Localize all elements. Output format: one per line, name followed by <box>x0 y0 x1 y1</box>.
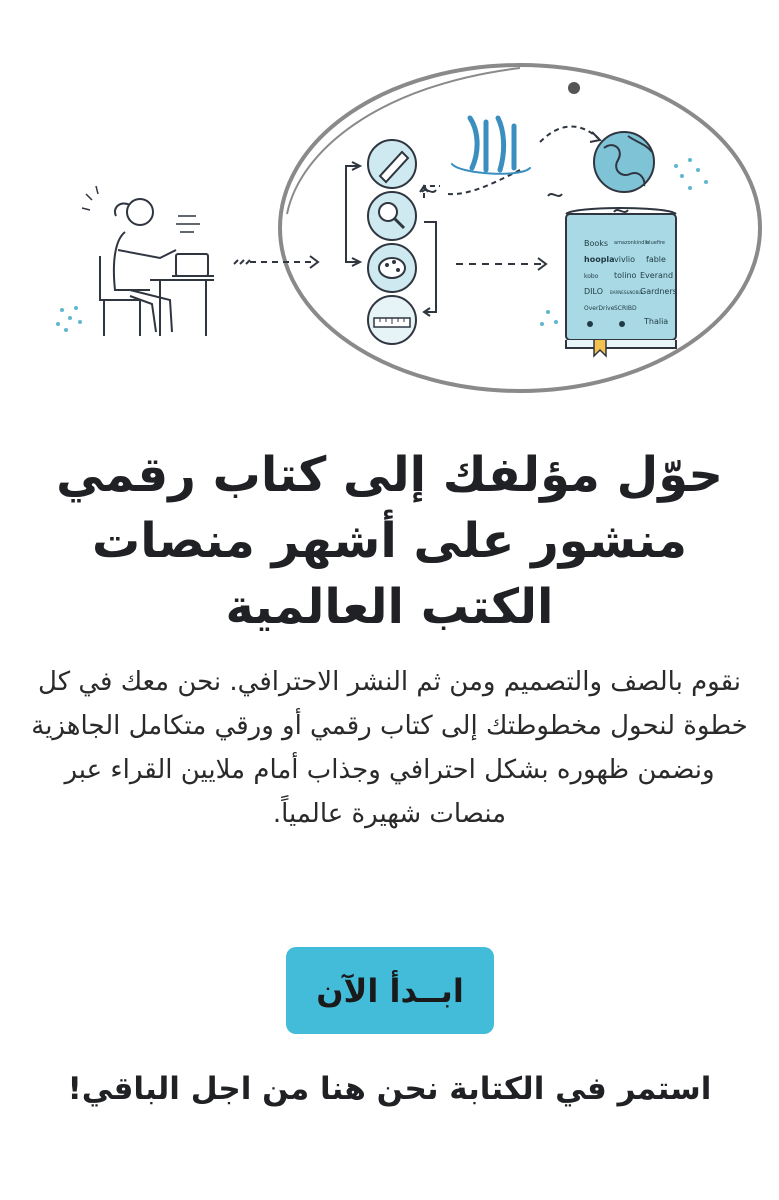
platform-name: tolino <box>614 271 637 280</box>
brand-logo-mark <box>452 118 530 174</box>
platform-name: Books <box>584 239 609 248</box>
platform-name: hoopla <box>584 255 615 264</box>
platform-name: SCRIBD <box>614 305 637 312</box>
step-icons <box>368 140 416 344</box>
platform-name: kobo <box>584 273 599 280</box>
footer-note: استمر في الكتابة نحن هنا من اجل الباقي! <box>67 1071 712 1107</box>
platform-name: OverDrive <box>584 305 615 312</box>
platform-name: Everand <box>640 271 674 280</box>
arrow-to-process <box>234 162 360 268</box>
platform-name: DILO <box>584 287 603 296</box>
platform-name: amazonkindle <box>614 240 649 246</box>
platform-name: Thalia <box>644 317 669 326</box>
globe-icon <box>594 132 654 192</box>
platform-name: vivlio <box>614 255 636 264</box>
platform-name: fable <box>646 255 666 264</box>
hero-illustration <box>0 0 779 440</box>
hero-description: نقوم بالصف والتصميم ومن ثم النشر الاحترافي. نحن معك في كل خطوة لنحول مخطوطتك إلى كتاب رقمي أو ورقي متكامل الجاهزية ونضمن ظهوره بشكل احترافي وجذاب أمام ملايين القراء عبر منصات شهيرة عالمياً. <box>31 667 748 829</box>
process-ellipse <box>280 65 760 391</box>
platform-name: bluefire <box>646 240 665 246</box>
platform-name: BARNES&NOBLE <box>610 290 644 295</box>
platform-name: Gardners <box>640 287 677 296</box>
start-now-button[interactable]: ابــدأ الآن <box>286 947 494 1034</box>
writer-at-desk-illustration <box>82 186 214 336</box>
hero-headline: حوّل مؤلفك إلى كتاب رقمي منشور على أشهر منصات الكتب العالمية <box>56 447 723 635</box>
published-book-illustration <box>566 208 677 356</box>
